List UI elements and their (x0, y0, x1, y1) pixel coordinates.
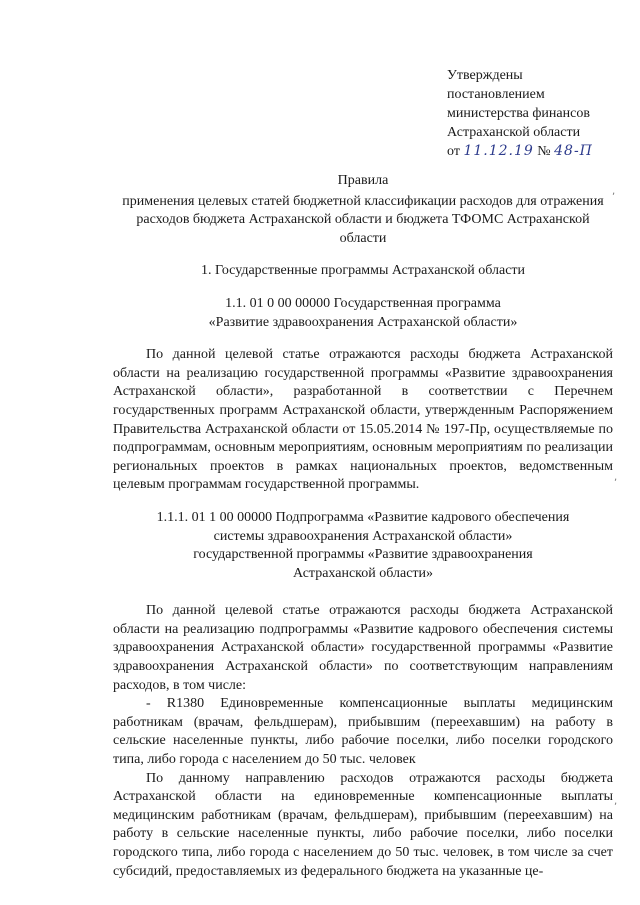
document-subtitle: применения целевых статей бюджетной классификации расходов для отражения расходов бюджета Астраханской области и бюджета ТФОМС Астраханской области (122, 193, 604, 246)
document-title: Правила (337, 173, 389, 188)
approval-prefix: от (447, 144, 460, 159)
margin-tick: , (614, 472, 618, 483)
approval-line-4: Астраханской области (447, 125, 581, 140)
section-heading: 1. Государственные программы Астраханской области (200, 263, 526, 279)
approval-date-line (447, 142, 622, 161)
subprogram-heading-line-1: 1.1.1. 01 1 00 00000 Подпрограмма «Развитие кадрового обеспечения (156, 509, 570, 525)
expense-direction-item: - R1380 Единовременные компенсационные выплаты медицинским работникам (врачам, фельдшерам), прибывшим (переехавшим) на работу в сельские населенные пункты, либо рабочие поселки, либо поселки городского типа, либо города с населением до 50 тыс. человек (113, 696, 613, 768)
approval-line-1: Утверждены (447, 68, 523, 83)
program-name-line: «Развитие здравоохранения Астраханской области» (208, 314, 518, 330)
program-code-line: 1.1. 01 0 00 00000 Государственная программа (225, 295, 501, 311)
approval-block (447, 66, 622, 161)
program-paragraph: По данной целевой статье отражаются расходы бюджета Астраханской области на реализацию государственной программы «Развитие здравоохранения Астраханской области», разработанной в соответствии с Перечнем государственных программ Астраханской области, утвержденным Распоряжением Правительства Астраханской области от 15.05.2014 № 197-Пр, осуществляемые по подпрограммам, основным мероприятиям, основным мероприятиям по реализации региональных проектов в рамках национальных проектов, ведомственным целевым программам государственной программы. (113, 347, 613, 493)
subprogram-heading-line-4: Астраханской области» (292, 565, 434, 581)
expense-direction-paragraph: По данному направлению расходов отражаются расходы бюджета Астраханской области на единовременные компенсационные выплаты медицинским работникам (врачам, фельдшерам), прибывшим (переехавшим) на работу в сельские населенные пункты, либо рабочие поселки, либо поселки городского типа, либо города с населением до 50 тыс. человек, в том числе за счет субсидий, предоставляемых из федерального бюджета на указанные це- (113, 770, 613, 879)
number-sign: № (537, 144, 551, 159)
subprogram-paragraph: По данной целевой статье отражаются расходы бюджета Астраханской области на реализацию подпрограммы «Развитие кадрового обеспечения системы здравоохранения Астраханской области» государственной программы «Развитие здравоохранения Астраханской области» по соответствующим направлениям расходов, в том числе: (113, 603, 613, 693)
subprogram-heading-line-3: государственной программы «Развитие здравоохранения (193, 547, 533, 563)
margin-tick: , (612, 186, 616, 197)
handwritten-number: 48-П (554, 143, 593, 159)
margin-tick: , (614, 796, 618, 807)
approval-line-2: постановлением (447, 87, 545, 102)
approval-line-3: министерства финансов (447, 106, 590, 121)
document-body (113, 172, 616, 881)
handwritten-date: 11.12.19 (463, 143, 534, 159)
subprogram-heading-line-2: системы здравоохранения Астраханской области» (213, 528, 513, 544)
